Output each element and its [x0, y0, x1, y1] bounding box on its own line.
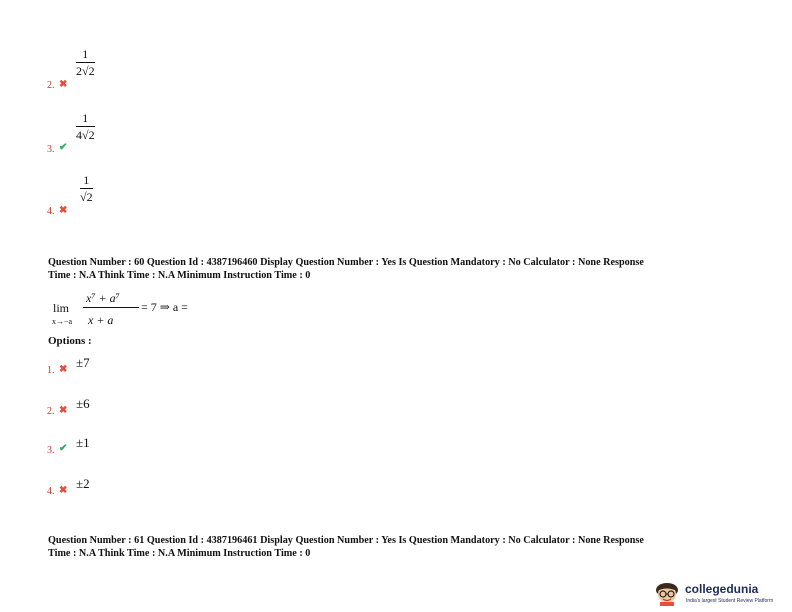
logo-tagline: India's largest Student Review Platform	[686, 598, 774, 604]
cross-icon: ✖	[59, 485, 68, 496]
cross-icon: ✖	[59, 79, 68, 90]
mascot-icon	[652, 580, 682, 606]
denominator: x + a	[88, 313, 114, 327]
option-text: ±7	[76, 355, 90, 370]
lim-text: lim	[53, 301, 70, 315]
cross-icon: ✖	[59, 364, 68, 375]
option-text: ±2	[76, 476, 90, 491]
cross-icon: ✖	[59, 205, 68, 216]
numerator: x⁷ + a⁷	[86, 291, 120, 305]
question-61-header	[48, 534, 758, 560]
option-number: 3.	[47, 144, 55, 155]
option-text: ±6	[76, 396, 90, 411]
option-text: ±1	[76, 435, 90, 450]
option-number: 3.	[47, 445, 55, 456]
check-icon: ✔	[59, 142, 68, 153]
fraction: $\frac{1}{2√2}$	[76, 47, 95, 78]
options-label: Options :	[48, 335, 92, 347]
option-number: 2.	[47, 80, 55, 91]
question-60-header	[48, 256, 758, 282]
question-60-expression	[52, 289, 252, 329]
header-line-2: Time : N.A Think Time : N.A Minimum Instruction Time : 0	[48, 548, 311, 559]
lim-subscript: x→−a	[52, 317, 73, 326]
option-number: 1.	[47, 365, 55, 376]
header-line-1: Question Number : 60 Question Id : 4387196460 Display Question Number : Yes Is Question Mandatory : No Calculator : None Response	[48, 257, 644, 268]
cross-icon: ✖	[59, 405, 68, 416]
option-number: 4.	[47, 486, 55, 497]
rhs: = 7 ⇒ a =	[141, 300, 188, 314]
option-number: 4.	[47, 206, 55, 217]
check-icon: ✔	[59, 443, 68, 454]
collegedunia-logo	[652, 578, 786, 608]
header-line-1: Question Number : 61 Question Id : 4387196461 Display Question Number : Yes Is Question Mandatory : No Calculator : None Response	[48, 535, 644, 546]
logo-text: collegedunia	[685, 582, 759, 596]
fraction: $\frac{1}{√2}$	[80, 173, 93, 204]
header-line-2: Time : N.A Think Time : N.A Minimum Instruction Time : 0	[48, 270, 311, 281]
option-number: 2.	[47, 406, 55, 417]
fraction: $\frac{1}{4√2}$	[76, 111, 95, 142]
fraction-bar	[83, 307, 139, 308]
